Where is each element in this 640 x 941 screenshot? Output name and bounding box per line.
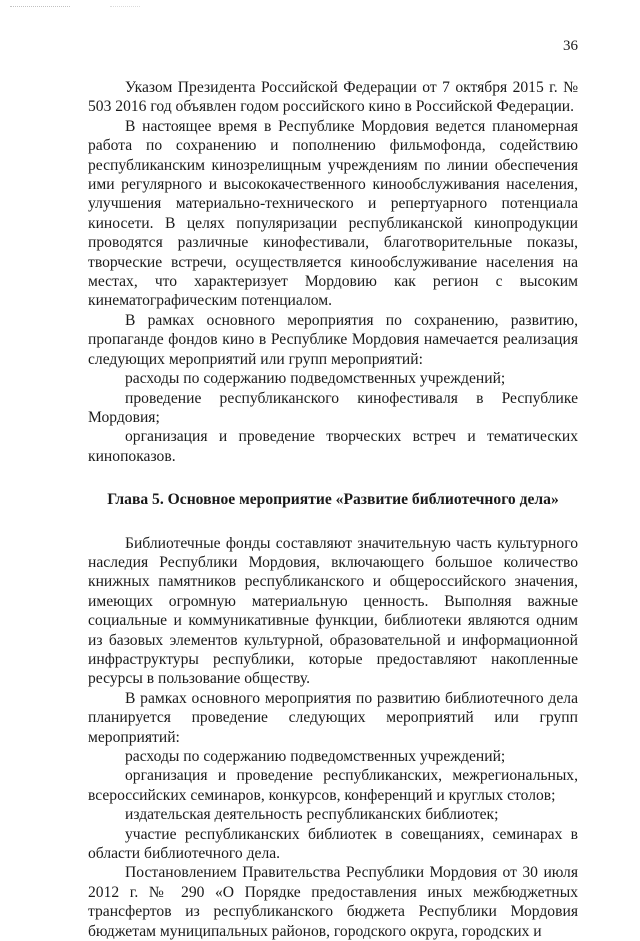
scan-artifact bbox=[10, 6, 70, 11]
paragraph: Библиотечные фонды составляют значительную часть культурного наследия Республики Мордовия, включающего большое количество книжных памятников республиканского и общероссийского значения, имеющих огромную материальную ценность. Выполняя важные социальные и коммуникативные функции, библиотеки являются одним из базовых элементов культурной, образовательной и информационной инфраструктуры республики, которые предоставляют накопленные ресурсы в пользование обществу. bbox=[88, 534, 578, 688]
list-item: проведение республиканского кинофестиваля в Республике Мордовия; bbox=[88, 389, 578, 426]
page-number: 36 bbox=[563, 38, 578, 54]
scan-artifact bbox=[110, 6, 140, 11]
list-item: организация и проведение творческих встреч и тематических кинопоказов. bbox=[88, 428, 578, 465]
list-item: участие республиканских библиотек в совещаниях, семинарах в области библиотечного дела. bbox=[88, 825, 578, 863]
paragraph: В рамках основного мероприятия по сохранению, развитию, пропаганде фондов кино в Республике Мордовия намечается реализация следующих мероприятий или групп мероприятий: bbox=[88, 311, 578, 368]
paragraph: Постановлением Правительства Республики Мордовия от 30 июля 2012 г. № 290 «О Порядке предоставления иных межбюджетных трансфертов из республиканского бюджета Республики Мордовия бюджетам муниципальных районов, городского округа, городских и bbox=[88, 864, 578, 940]
document-body bbox=[88, 78, 578, 941]
list-item: расходы по содержанию подведомственных учреждений; bbox=[125, 370, 506, 388]
list-item: организация и проведение республиканских, межрегиональных, всероссийских семинаров, конкурсов, конференций и круглых столов; bbox=[88, 767, 578, 804]
list-item: расходы по содержанию подведомственных учреждений; bbox=[125, 748, 506, 765]
paragraph: В настоящее время в Республике Мордовия ведется планомерная работа по сохранению и пополнению фильмофонда, содействию республиканским кинозрелищным учреждениям по линии обеспечения ими регулярного и высококачественного кинообслуживания населения, улучшения материально-технического и репертуарного потенциала киносети. В целях популяризации республиканской кинопродукции проводятся различные кинофестивали, благотворительные показы, творческие встречи, осуществляется кинообслуживание населения на местах, что характеризует Мордовию как регион с высоким кинематографическим потенциалом. bbox=[88, 117, 578, 310]
chapter-heading: Глава 5. Основное мероприятие «Развитие библиотечного дела» bbox=[107, 491, 559, 509]
list-item: издательская деятельность республиканских библиотек; bbox=[125, 806, 499, 824]
paragraph: В рамках основного мероприятия по развитию библиотечного дела планируется проведение следующих мероприятий или групп мероприятий: bbox=[88, 689, 578, 746]
paragraph: Указом Президента Российской Федерации от 7 октября 2015 г. № 503 2016 год объявлен годом российского кино в Российской Федерации. bbox=[88, 79, 578, 116]
